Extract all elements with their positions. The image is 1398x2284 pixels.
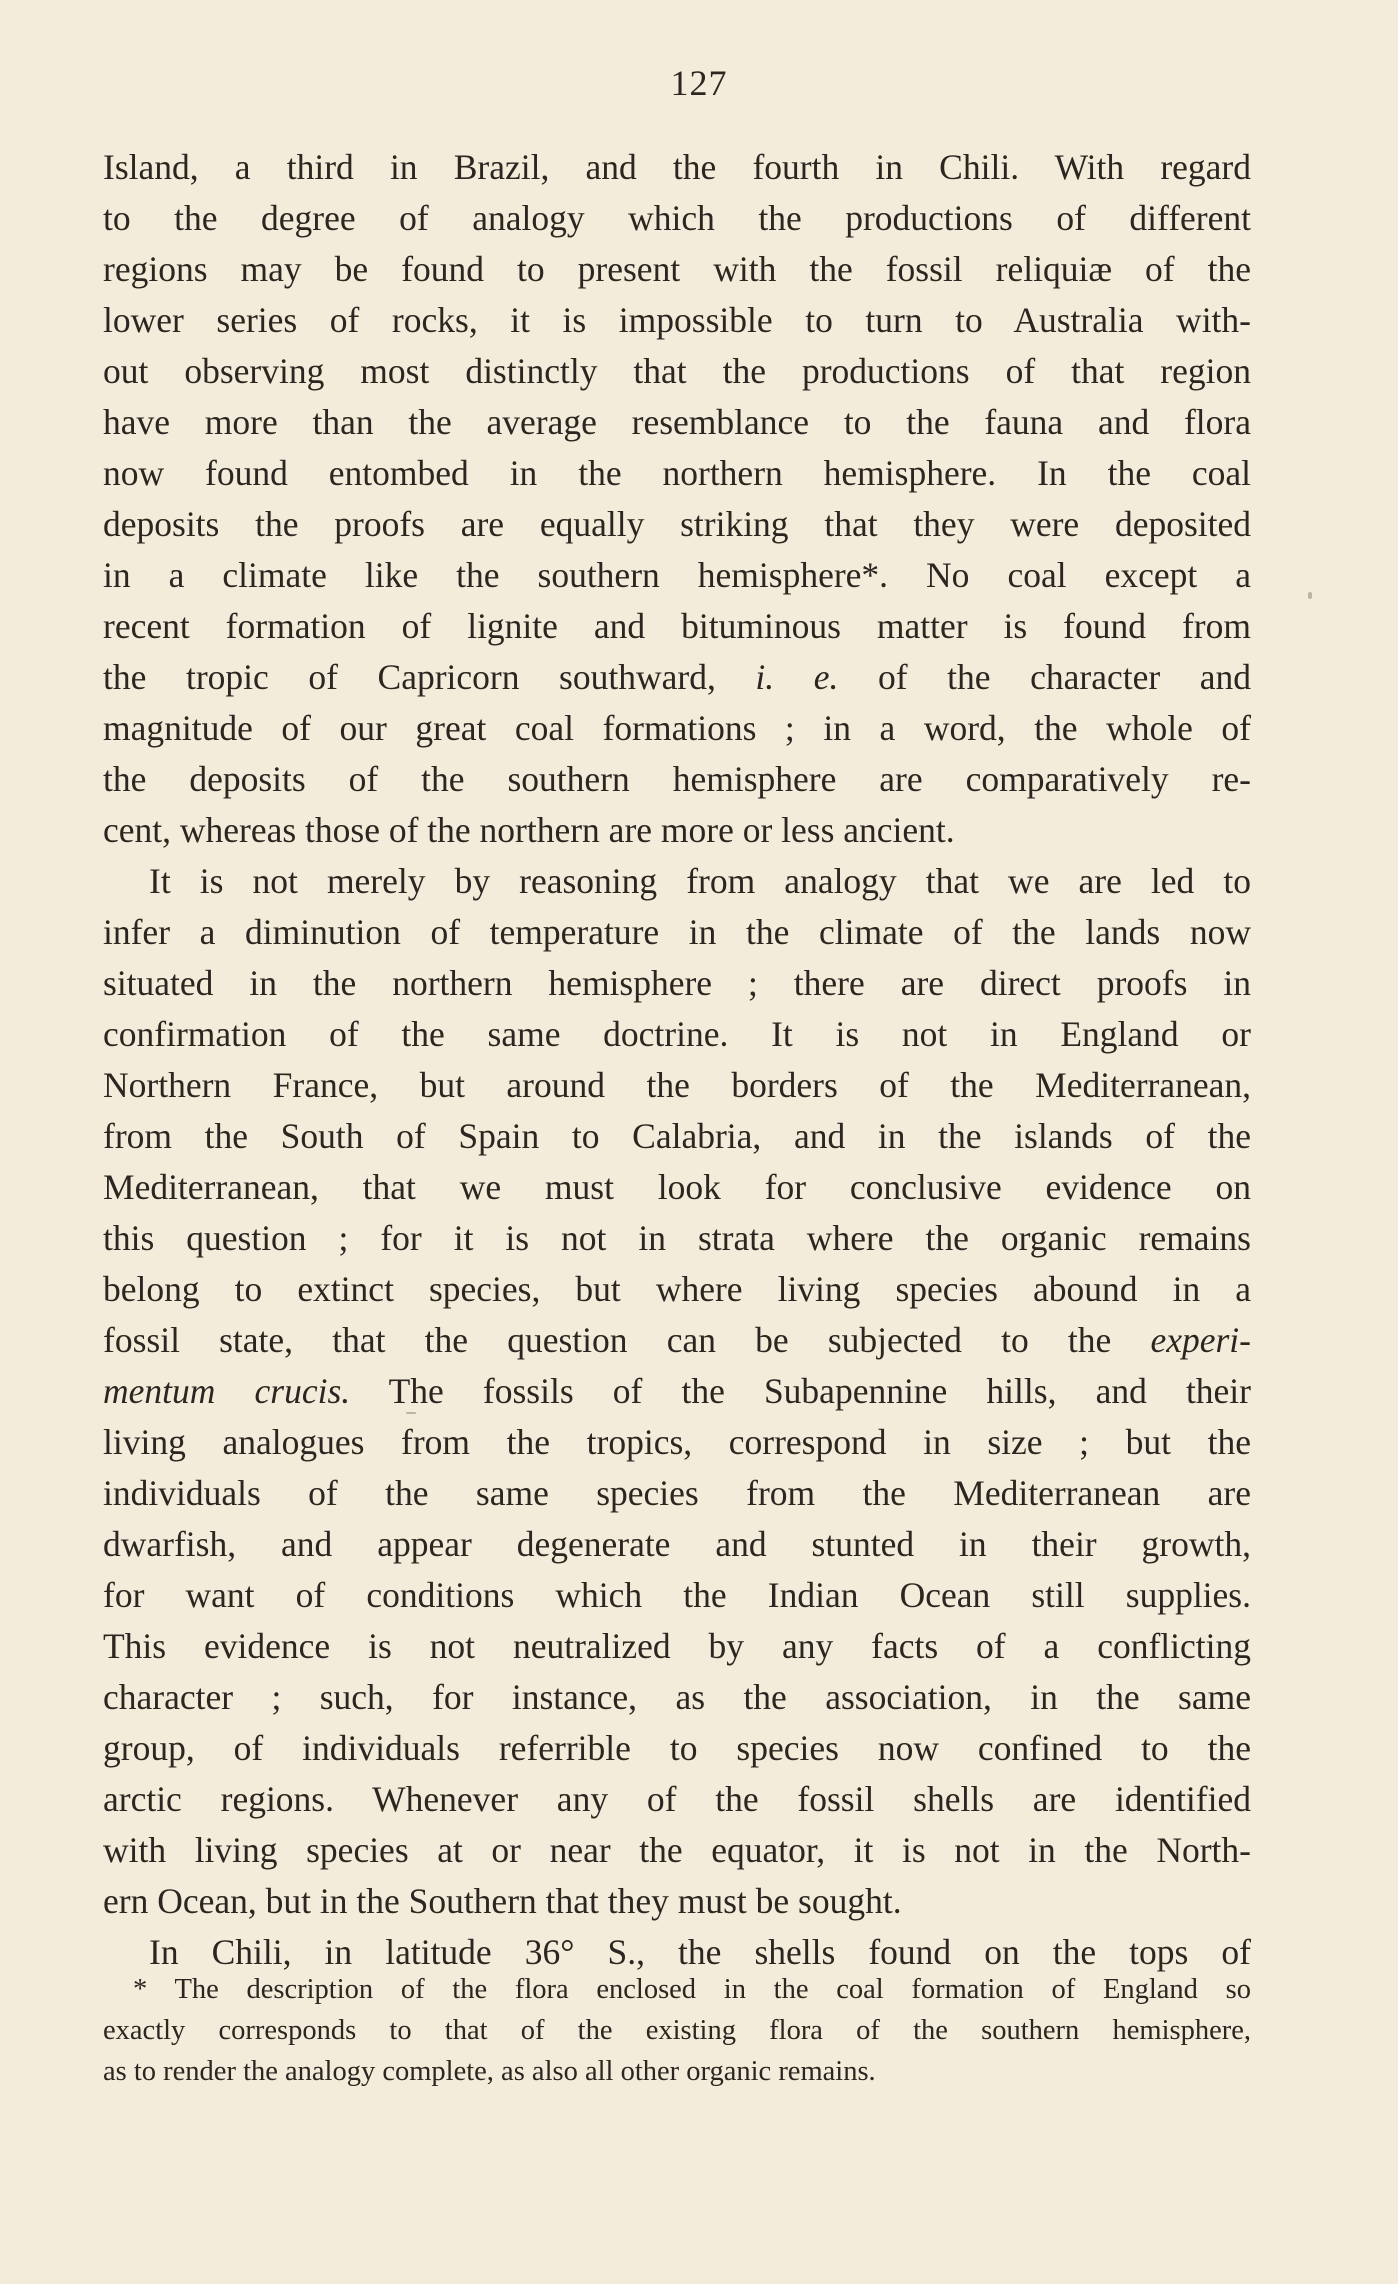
text-line: belong to extinct species, but where living species abound in a (103, 1269, 1251, 1309)
text-line: character ; such, for instance, as the association, in the same (103, 1677, 1251, 1717)
text-line: mentum crucis. The fossils of the Subapennine hills, and their (103, 1371, 1251, 1411)
text-line: individuals of the same species from the Mediterranean are (103, 1473, 1251, 1513)
text-line: deposits the proofs are equally striking that they were deposited (103, 504, 1251, 544)
body-text (103, 142, 1251, 1978)
text-line: arctic regions. Whenever any of the fossil shells are identified (103, 1779, 1251, 1819)
text-line: Northern France, but around the borders of the Mediterranean, (103, 1065, 1251, 1105)
text-line: Island, a third in Brazil, and the fourth in Chili. With regard (103, 147, 1251, 187)
text-line: the tropic of Capricorn southward, i. e. of the character and (103, 657, 1251, 697)
paper-speck (406, 1412, 416, 1414)
text-line: In Chili, in latitude 36° S., the shells found on the tops of (149, 1932, 1251, 1972)
text-line: out observing most distinctly that the productions of that region (103, 351, 1251, 391)
text-line: It is not merely by reasoning from analogy that we are led to (149, 861, 1251, 901)
text-line: lower series of rocks, it is impossible to turn to Australia with- (103, 300, 1251, 340)
text-line: This evidence is not neutralized by any facts of a conflicting (103, 1626, 1251, 1666)
text-line: ern Ocean, but in the Southern that they must be sought. (103, 1881, 902, 1921)
text-line: the deposits of the southern hemisphere are comparatively re- (103, 759, 1251, 799)
text-line: situated in the northern hemisphere ; there are direct proofs in (103, 963, 1251, 1003)
text-line: living analogues from the tropics, correspond in size ; but the (103, 1422, 1251, 1462)
text-line: have more than the average resemblance to the fauna and flora (103, 402, 1251, 442)
footnote (103, 1969, 1251, 2092)
paper-speck (1308, 592, 1312, 599)
page-number: 127 (670, 63, 728, 103)
footnote-line: * The description of the flora enclosed in the coal formation of England so (133, 1974, 1251, 2005)
italic-phrase: experi- (1150, 1320, 1251, 1360)
text-line: this question ; for it is not in strata where the organic remains (103, 1218, 1251, 1258)
text-line: Mediterranean, that we must look for conclusive evidence on (103, 1167, 1251, 1207)
text-line: now found entombed in the northern hemisphere. In the coal (103, 453, 1251, 493)
text-line: from the South of Spain to Calabria, and in the islands of the (103, 1116, 1251, 1156)
italic-phrase: mentum crucis. (103, 1371, 351, 1411)
text-line: recent formation of lignite and bituminous matter is found from (103, 606, 1251, 646)
text-line: group, of individuals referrible to species now confined to the (103, 1728, 1251, 1768)
text-line: in a climate like the southern hemisphere*. No coal except a (103, 555, 1251, 595)
text-line: regions may be found to present with the fossil reliquiæ of the (103, 249, 1251, 289)
text-line: for want of conditions which the Indian Ocean still supplies. (103, 1575, 1251, 1615)
footnote-line: as to render the analogy complete, as also all other organic remains. (103, 2056, 876, 2087)
text-line: cent, whereas those of the northern are more or less ancient. (103, 810, 955, 850)
text-line: magnitude of our great coal formations ; in a word, the whole of (103, 708, 1251, 748)
text-line: confirmation of the same doctrine. It is not in England or (103, 1014, 1251, 1054)
italic-phrase: i. e. (755, 657, 839, 697)
text-line: fossil state, that the question can be subjected to the experi- (103, 1320, 1251, 1360)
text-line: to the degree of analogy which the productions of different (103, 198, 1251, 238)
footnote-line: exactly corresponds to that of the existing flora of the southern hemisphere, (103, 2015, 1251, 2046)
text-line: infer a diminution of temperature in the climate of the lands now (103, 912, 1251, 952)
text-line: with living species at or near the equator, it is not in the North- (103, 1830, 1251, 1870)
text-line: dwarfish, and appear degenerate and stunted in their growth, (103, 1524, 1251, 1564)
